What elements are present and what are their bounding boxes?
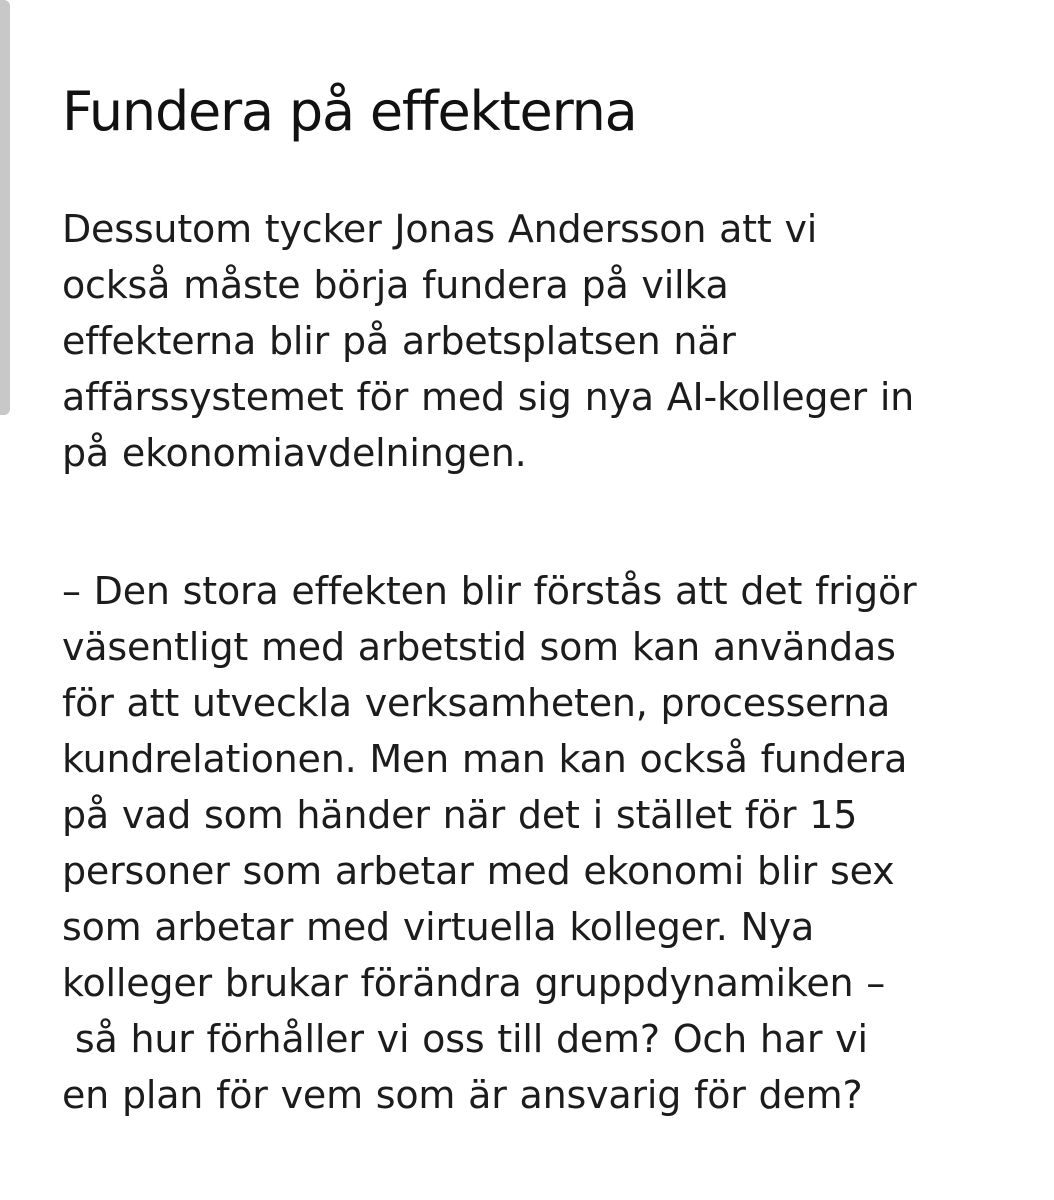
- text-line: som arbetar med virtuella kolleger. Nya: [62, 905, 815, 949]
- text-line: kolleger brukar förändra gruppdynamiken –: [62, 961, 886, 1005]
- text-line: effekterna blir på arbetsplatsen när: [62, 319, 736, 363]
- paragraph-intro: [62, 201, 1037, 481]
- text-line: också måste börja fundera på vilka: [62, 263, 729, 307]
- text-line: så hur förhåller vi oss till dem? Och har vi: [62, 1017, 868, 1061]
- paragraph-quote: [62, 563, 1037, 1123]
- section-heading: Fundera på effekterna: [62, 80, 637, 143]
- text-line: personer som arbetar med ekonomi blir sex: [62, 849, 895, 893]
- text-line: affärssystemet för med sig nya AI-kolleger in: [62, 375, 915, 419]
- text-line: för att utveckla verksamheten, processerna: [62, 681, 891, 725]
- text-line: på vad som händer när det i stället för 15: [62, 793, 858, 837]
- text-line: Dessutom tycker Jonas Andersson att vi: [62, 207, 818, 251]
- text-line: en plan för vem som är ansvarig för dem?: [62, 1073, 863, 1117]
- article-body: [62, 72, 1037, 1123]
- text-line: kundrelationen. Men man kan också fundera: [62, 737, 908, 781]
- text-line: – Den stora effekten blir förstås att det frigör: [62, 569, 917, 613]
- text-line: på ekonomiavdelningen.: [62, 431, 527, 475]
- text-line: väsentligt med arbetstid som kan användas: [62, 625, 896, 669]
- scrollbar-thumb[interactable]: [0, 0, 10, 415]
